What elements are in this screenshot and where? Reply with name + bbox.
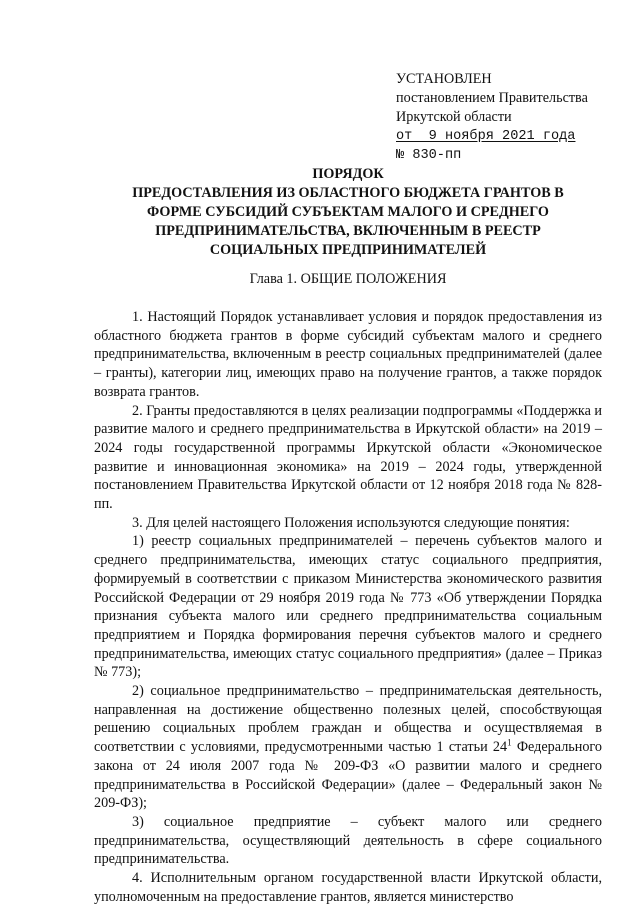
title-line-1: ПОРЯДОК xyxy=(312,166,384,182)
document-body xyxy=(94,308,602,907)
approval-block xyxy=(396,70,606,165)
approval-authority: постановлением Правительства xyxy=(396,90,588,106)
paragraph-1: 1. Настоящий Порядок устанавливает условия и порядок предоставления из областного бюджета грантов в форме субсидий субъектам малого и среднего предпринимательства, включенным в реестр социальных предпринимателей (далее – гранты), категории лиц, имеющих право на получение грантов, а также порядок возврата грантов. xyxy=(94,309,602,400)
title-line-5: СОЦИАЛЬНЫХ ПРЕДПРИНИМАТЕЛЕЙ xyxy=(209,242,487,258)
approval-region: Иркутской области xyxy=(396,109,512,125)
paragraph-4: 4. Исполнительным органом государственной власти Иркутской области, уполномоченным на предоставление грантов, является министерство xyxy=(94,870,602,905)
paragraph-3-item-2 xyxy=(94,682,602,813)
item-2-text-b: Федерального закона от 24 июля 2007 года № 209-ФЗ «О развитии малого и среднего предпринимательства в Российской Федерации» (далее – Федеральный закон № 209-ФЗ); xyxy=(94,739,602,812)
item-2-text-a: 2) социальное предпринимательство – предпринимательская деятельность, направленная на достижение общественно полезных целей, способствующая решению социальных проблем граждан и общества и осуществляемая в соответствии с условиями, предусмотренными частью 1 статьи 24 xyxy=(94,683,602,756)
paragraph-3-item-3: 3) социальное предприятие – субъект малого или среднего предпринимательства, осуществляющий деятельность в сфере социального предпринимательства. xyxy=(94,813,602,868)
paragraph-2: 2. Гранты предоставляются в целях реализации подпрограммы «Поддержка и развитие малого и среднего предпринимательства в Иркутской области» на 2019 – 2024 годы государственной программы Иркутской области «Экономическое развитие и инновационная экономика» на 2019 – 2024 годы, утвержденной постановлением Правительства Иркутской области от 12 ноября 2018 года № 828-пп. xyxy=(94,402,603,513)
document-title xyxy=(94,165,602,260)
approval-date: от 9 ноября 2021 года xyxy=(396,129,576,144)
approval-heading: УСТАНОВЛЕН xyxy=(396,71,492,87)
article-superscript: 1 xyxy=(507,737,512,748)
title-line-4: ПРЕДПРИНИМАТЕЛЬСТВА, ВКЛЮЧЕННЫМ В РЕЕСТР xyxy=(155,223,541,239)
title-line-3: ФОРМЕ СУБСИДИЙ СУБЪЕКТАМ МАЛОГО И СРЕДНЕГО xyxy=(147,204,549,220)
chapter-heading: Глава 1. ОБЩИЕ ПОЛОЖЕНИЯ xyxy=(249,271,447,287)
title-line-2: ПРЕДОСТАВЛЕНИЯ ИЗ ОБЛАСТНОГО БЮДЖЕТА ГРАНТОВ В xyxy=(132,185,564,201)
paragraph-3-item-1: 1) реестр социальных предпринимателей – перечень субъектов малого и среднего предпринимательства, имеющих статус социального предприятия, формируемый в соответствии с приказом Министерства экономического развития Российской Федерации от 29 ноября 2019 года № 773 «Об утверждении Порядка признания субъекта малого или среднего предпринимательства социальным предприятием и Порядка формирования перечня субъектов малого и среднего предпринимательства, имеющих статус социального предприятия» (далее – Приказ № 773); xyxy=(94,533,602,681)
paragraph-3: 3. Для целей настоящего Положения используются следующие понятия: xyxy=(132,514,570,531)
approval-number: № 830-пп xyxy=(396,148,462,163)
